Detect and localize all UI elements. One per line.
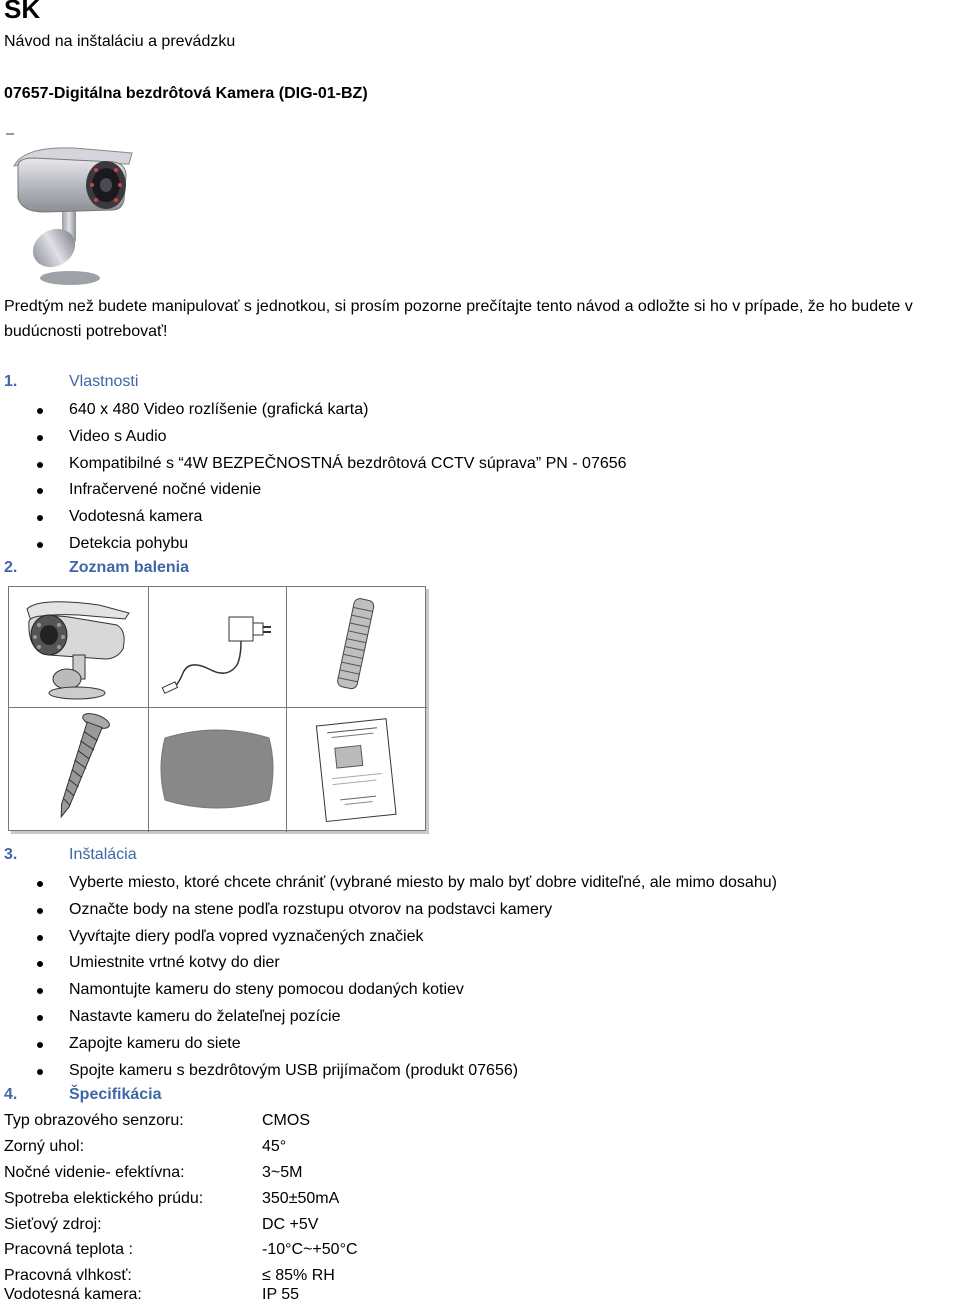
spec-value: CMOS — [262, 1112, 310, 1129]
section-title: Špecifikácia — [69, 1086, 162, 1103]
section-number: 3. — [4, 846, 18, 863]
bullet-icon — [37, 462, 43, 468]
spec-label: Vodotesná kamera: — [4, 1286, 142, 1303]
section-number: 4. — [4, 1086, 18, 1103]
spec-label: Sieťový zdroj: — [4, 1216, 102, 1233]
spec-value: ≤ 85% RH — [262, 1267, 335, 1284]
power-adapter-drawing — [149, 587, 285, 706]
section-title: Vlastnosti — [69, 373, 139, 390]
antenna-drawing — [287, 587, 425, 706]
spec-label: Pracovná teplota : — [4, 1241, 133, 1258]
spec-value: -10°C~+50°C — [262, 1241, 358, 1258]
spec-value: 350±50mA — [262, 1190, 340, 1207]
package-manual-cell — [287, 708, 427, 832]
bullet-icon — [37, 881, 43, 887]
spec-label: Typ obrazového senzoru: — [4, 1112, 184, 1129]
bullet-icon — [37, 488, 43, 494]
spec-label: Spotreba elektického prúdu: — [4, 1190, 204, 1207]
section-specs-heading — [4, 1086, 162, 1106]
bullet-icon — [37, 908, 43, 914]
section-features-heading — [4, 373, 139, 393]
package-camera-cell — [9, 587, 149, 708]
section-package-heading — [4, 559, 190, 579]
package-screw-cell — [9, 708, 149, 832]
spec-value: IP 55 — [262, 1286, 300, 1303]
bullet-icon — [37, 435, 43, 441]
bullet-icon — [37, 961, 43, 967]
spec-label: Pracovná vlhkosť: — [4, 1267, 132, 1284]
bullet-icon — [37, 1042, 43, 1048]
bullet-icon — [37, 988, 43, 994]
package-anchor-cell — [149, 708, 287, 832]
section-title: Inštalácia — [69, 846, 137, 863]
section-number: 2. — [4, 559, 18, 576]
package-contents-grid — [8, 586, 426, 831]
language-code: SK — [4, 0, 41, 24]
product-title: 07657-Digitálna bezdrôtová Kamera (DIG-01-BZ) — [4, 85, 368, 102]
package-adapter-cell — [149, 587, 287, 708]
bullet-icon — [37, 542, 43, 548]
bullet-icon — [37, 515, 43, 521]
manual-booklet-drawing — [287, 708, 425, 830]
bullet-icon — [37, 935, 43, 941]
section-title: Zoznam balenia — [69, 559, 190, 576]
section-installation-heading — [4, 846, 137, 866]
package-antenna-cell — [287, 587, 427, 708]
spec-label: Zorný uhol: — [4, 1138, 85, 1155]
spec-value: 3~5M — [262, 1164, 303, 1181]
manual-subtitle: Návod na inštaláciu a prevádzku — [4, 33, 236, 50]
spec-label: Nočné videnie- efektívna: — [4, 1164, 185, 1181]
section-number: 1. — [4, 373, 18, 390]
camera-drawing — [9, 587, 147, 706]
camera-product-image — [4, 128, 134, 288]
intro-paragraph: Predtým než budete manipulovať s jednotkou, si prosím pozorne prečítajte tento návod a odložte si ho v prípade, že ho budete v budúcnosti potrebovať! — [4, 298, 913, 340]
bullet-icon — [37, 1069, 43, 1075]
spec-value: DC +5V — [262, 1216, 319, 1233]
bullet-icon — [37, 408, 43, 414]
screw-drawing — [9, 708, 147, 830]
bullet-icon — [37, 1015, 43, 1021]
wall-anchor-drawing — [149, 708, 285, 830]
spec-value: 45° — [262, 1138, 287, 1155]
